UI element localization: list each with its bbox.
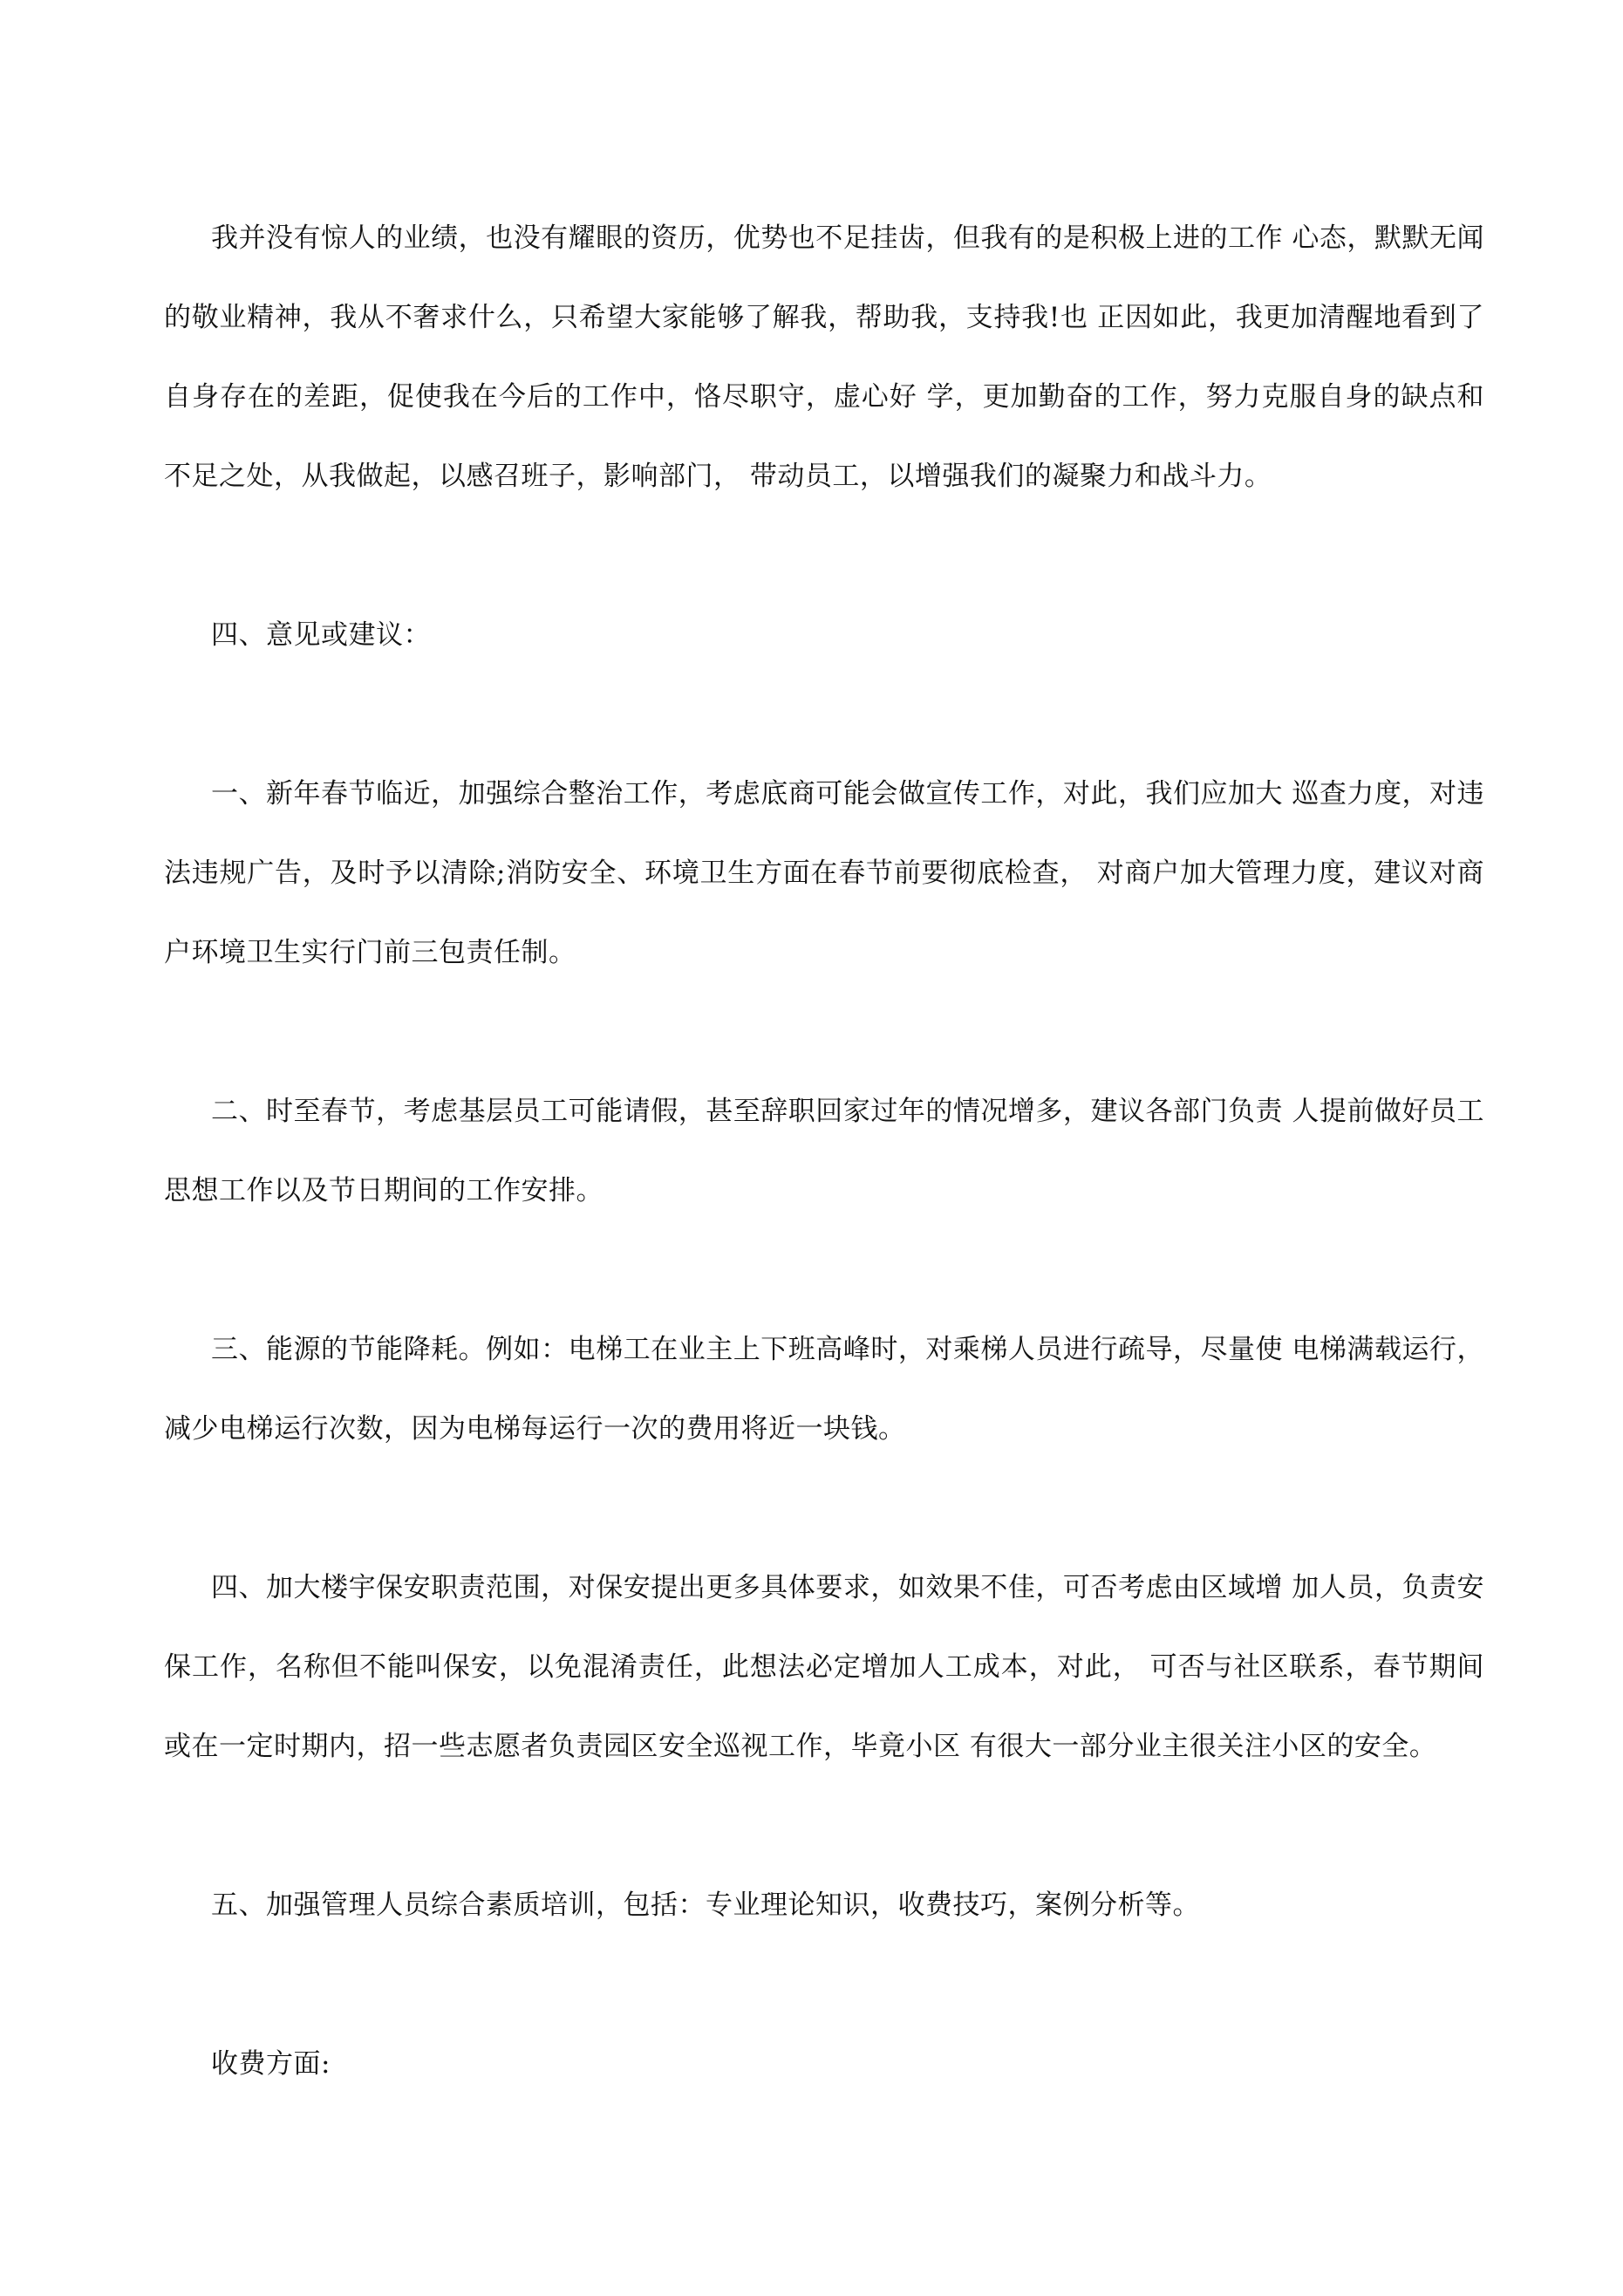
paragraph-gap <box>164 1231 1484 1310</box>
paragraph-suggestion-3: 三、能源的节能降耗。例如：电梯工在业主上下班高峰时，对乘梯人员进行疏导，尽量使 电梯满载运行，减少电梯运行次数，因为电梯每运行一次的费用将近一块钱。 <box>164 1334 1484 1445</box>
paragraph-suggestion-2: 二、时至春节，考虑基层员工可能请假，甚至辞职回家过年的情况增多，建议各部门负责 人提前做好员工思想工作以及节日期间的工作安排。 <box>164 1096 1484 1206</box>
paragraph-self-assessment: 我并没有惊人的业绩，也没有耀眼的资历，优势也不足挂齿，但我有的是积极上进的工作 心态，默默无闻的敬业精神，我从不奢求什么，只希望大家能够了解我，帮助我，支持我!也 正因如此，我更加清醒地看到了自身存在的差距，促使我在今后的工作中，恪尽职守，虚心好 学，更加勤奋的工作，努力克服自身的缺点和不足之处，从我做起，以感召班子，影响部门， 带动员工，以增强我们的凝聚力和战斗力。 <box>164 222 1484 492</box>
paragraph-gap <box>164 516 1484 596</box>
section-heading-suggestions: 四、意见或建议： <box>211 619 431 651</box>
paragraph-gap <box>164 1945 1484 2025</box>
paragraph-gap <box>164 675 1484 755</box>
paragraph-suggestion-4: 四、加大楼宇保安职责范围，对保安提出更多具体要求，如效果不佳，可否考虑由区域增 加人员，负责安保工作，名称但不能叫保安，以免混淆责任，此想法必定增加人工成本，对此， 可否与社区联系，春节期间或在一定时期内，招一些志愿者负责园区安全巡视工作，毕竟小区 有很大一部分业主很关注小区的安全。 <box>164 1572 1484 1762</box>
section-heading-fees: 收费方面: <box>211 2048 331 2080</box>
document-body <box>164 199 1484 2104</box>
paragraph-suggestion-5: 五、加强管理人员综合素质培训，包括：专业理论知识，收费技巧，案例分析等。 <box>211 1889 1200 1921</box>
paragraph-suggestion-1: 一、新年春节临近，加强综合整治工作，考虑底商可能会做宣传工作，对此，我们应加大 巡查力度，对违法违规广告，及时予以清除;消防安全、环境卫生方面在春节前要彻底检查， 对商户加大管理力度，建议对商户环境卫生实行门前三包责任制。 <box>164 778 1484 968</box>
paragraph-gap <box>164 1787 1484 1866</box>
paragraph-gap <box>164 1469 1484 1548</box>
paragraph-gap <box>164 993 1484 1072</box>
